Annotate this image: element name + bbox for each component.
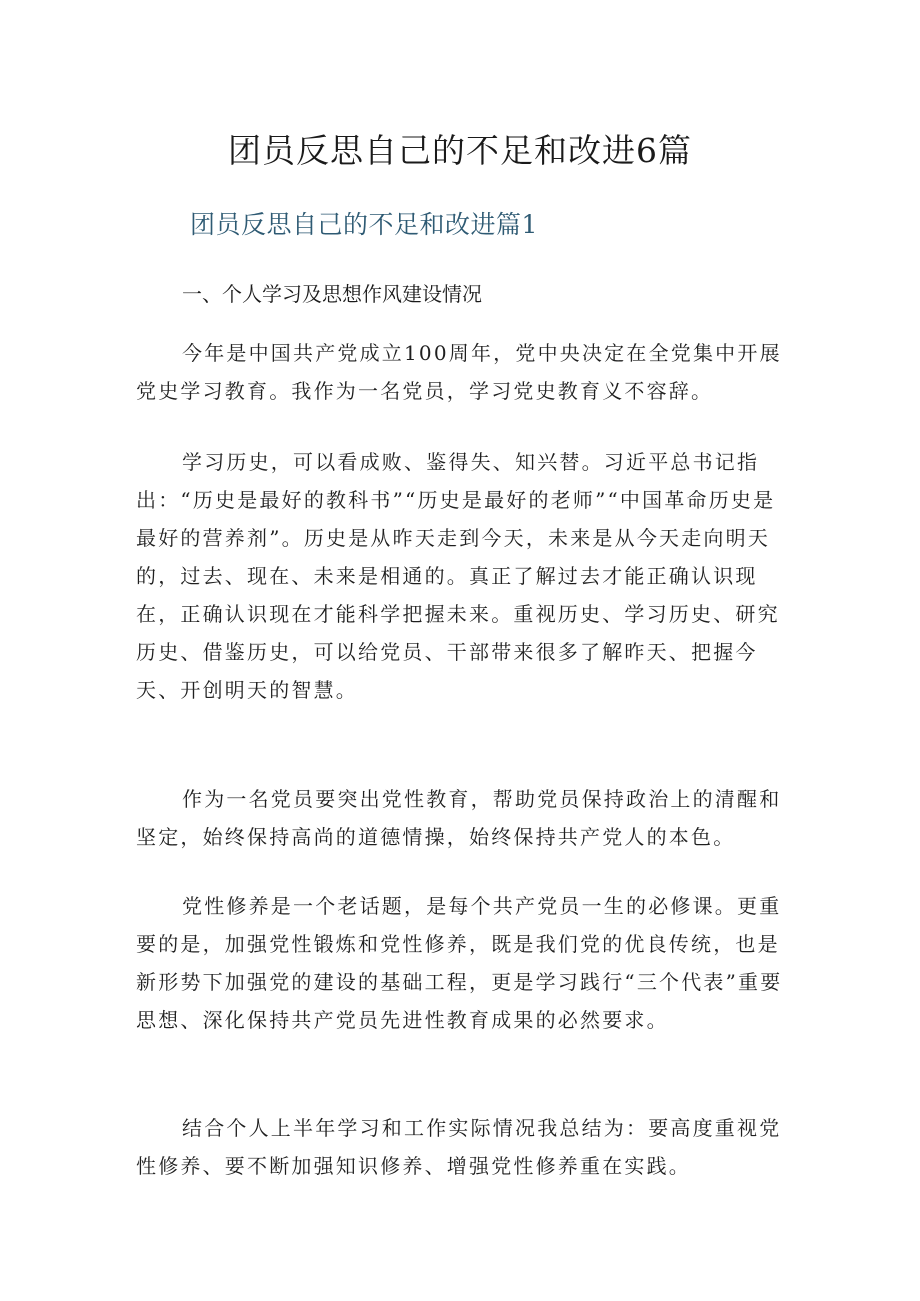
document-title: 团员反思自己的不足和改进6篇 — [228, 131, 692, 170]
paragraph-1: 今年是中国共产党成立100周年，党中央决定在全党集中开展党史学习教育。我作为一名党员，学习党史教育义不容辞。 — [136, 341, 782, 403]
paragraph-4: 党性修养是一个老话题，是每个共产党员一生的必修课。更重要的是，加强党性锻炼和党性修养，既是我们党的优良传统，也是新形势下加强党的建设的基础工程，更是学习践行“三个代表”重要思想、深化保持共产党员先进性教育成果的必然要求。 — [136, 894, 783, 1032]
sub-heading: 一、个人学习及思想作风建设情况 — [182, 282, 482, 306]
paragraph-2: 学习历史，可以看成败、鉴得失、知兴替。习近平总书记指出：“历史是最好的教科书”“历史是最好的老师”“中国革命历史是最好的营养剂”。历史是从昨天走到今天，未来是从今天走向明天的，过去、现在、未来是相通的。真正了解过去才能正确认识现在，正确认识现在才能科学把握未来。重视历史、学习历史、研究历史、借鉴历史，可以给党员、干部带来很多了解昨天、把握今天、开创明天的智慧。 — [136, 450, 780, 702]
paragraph-5: 结合个人上半年学习和工作实际情况我总结为：要高度重视党性修养、要不断加强知识修养、增强党性修养重在实践。 — [136, 1116, 782, 1178]
section-heading: 团员反思自己的不足和改进篇1 — [190, 210, 538, 239]
paragraph-3: 作为一名党员要突出党性教育，帮助党员保持政治上的清醒和坚定，始终保持高尚的道德情操，始终保持共产党人的本色。 — [136, 787, 782, 849]
